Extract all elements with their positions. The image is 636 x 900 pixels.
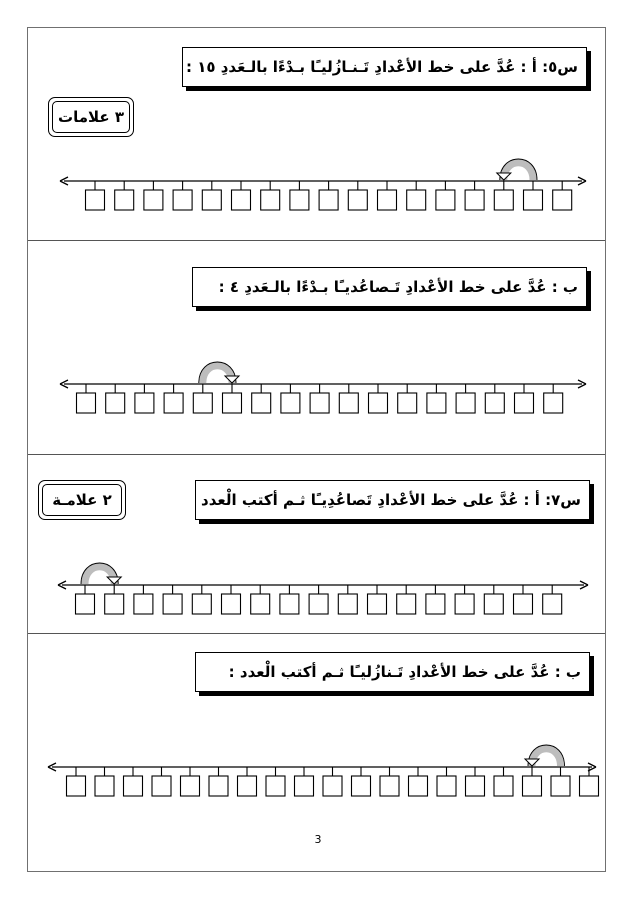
answer-box (553, 190, 572, 210)
question-5b-text: ب : عُدَّ على خط الأعْدادِ تَـصاعُديـًا بـدْءًا بالـعَددِ ٤ : (218, 278, 578, 296)
page-number: 3 (314, 833, 322, 846)
answer-box (551, 776, 570, 796)
question-7b-text: ب : عُدَّ على خط الأعْدادِ تَـنازُليـًا ثـم أكتب الْعدد : (228, 663, 581, 681)
answer-box (106, 393, 125, 413)
answer-box (397, 594, 416, 614)
answer-box (524, 190, 543, 210)
answer-box (124, 776, 143, 796)
answer-box (339, 393, 358, 413)
answer-box (173, 190, 192, 210)
answer-box (466, 776, 485, 796)
answer-box (163, 594, 182, 614)
answer-box (484, 594, 503, 614)
answer-box (202, 190, 221, 210)
answer-box (251, 594, 270, 614)
answer-box (192, 594, 211, 614)
answer-box (427, 393, 446, 413)
answer-box (223, 393, 242, 413)
hop-arc (532, 749, 561, 766)
answer-box (544, 393, 563, 413)
hop-arrow-icon (497, 173, 511, 180)
question-5a-text: س٥: أ : عُدَّ على خط الأعْدادِ تَـنـازُليـًا بـدْءًا بالـعَددِ ١٥ : (185, 58, 578, 76)
hop-arrow-icon (107, 577, 121, 584)
answer-box (144, 190, 163, 210)
marks-label: ٣ علامات (58, 108, 125, 126)
answer-box (465, 190, 484, 210)
hop-arrow-icon (225, 376, 239, 383)
answer-box (494, 190, 513, 210)
answer-box (209, 776, 228, 796)
answer-box (319, 190, 338, 210)
answer-box (352, 776, 371, 796)
answer-box (95, 776, 114, 796)
answer-box (323, 776, 342, 796)
answer-box (309, 594, 328, 614)
answer-box (193, 393, 212, 413)
answer-box (115, 190, 134, 210)
hop-arrow-icon (525, 759, 539, 766)
answer-box (76, 594, 95, 614)
answer-box (238, 776, 257, 796)
answer-box (181, 776, 200, 796)
question-7a-text: س٧: أ : عُدَّ على خط الأعْدادِ تَصاعُدِيـًا ثـم أكتب الْعدد (201, 491, 581, 509)
answer-box (494, 776, 513, 796)
answer-box (523, 776, 542, 796)
answer-box (348, 190, 367, 210)
hop-arc (504, 163, 533, 180)
hop-arc (85, 567, 114, 584)
answer-box (310, 393, 329, 413)
answer-box (409, 776, 428, 796)
answer-box (86, 190, 105, 210)
answer-box (67, 776, 86, 796)
answer-box (261, 190, 280, 210)
answer-box (338, 594, 357, 614)
answer-box (290, 190, 309, 210)
answer-box (134, 594, 153, 614)
answer-box (514, 594, 533, 614)
answer-box (380, 776, 399, 796)
answer-box (295, 776, 314, 796)
answer-box (164, 393, 183, 413)
answer-box (280, 594, 299, 614)
answer-box (369, 393, 388, 413)
answer-box (515, 393, 534, 413)
answer-box (77, 393, 96, 413)
answer-box (580, 776, 599, 796)
hop-arc (203, 366, 232, 383)
answer-box (398, 393, 417, 413)
answer-box (378, 190, 397, 210)
answer-box (456, 393, 475, 413)
answer-box (281, 393, 300, 413)
answer-box (368, 594, 387, 614)
answer-box (455, 594, 474, 614)
answer-box (222, 594, 241, 614)
answer-box (135, 393, 154, 413)
answer-box (266, 776, 285, 796)
marks-label: ٢ علامـة (52, 491, 112, 509)
answer-box (543, 594, 562, 614)
answer-box (252, 393, 271, 413)
answer-box (407, 190, 426, 210)
answer-box (105, 594, 124, 614)
answer-box (426, 594, 445, 614)
answer-box (232, 190, 251, 210)
answer-box (152, 776, 171, 796)
answer-box (437, 776, 456, 796)
answer-box (485, 393, 504, 413)
answer-box (436, 190, 455, 210)
